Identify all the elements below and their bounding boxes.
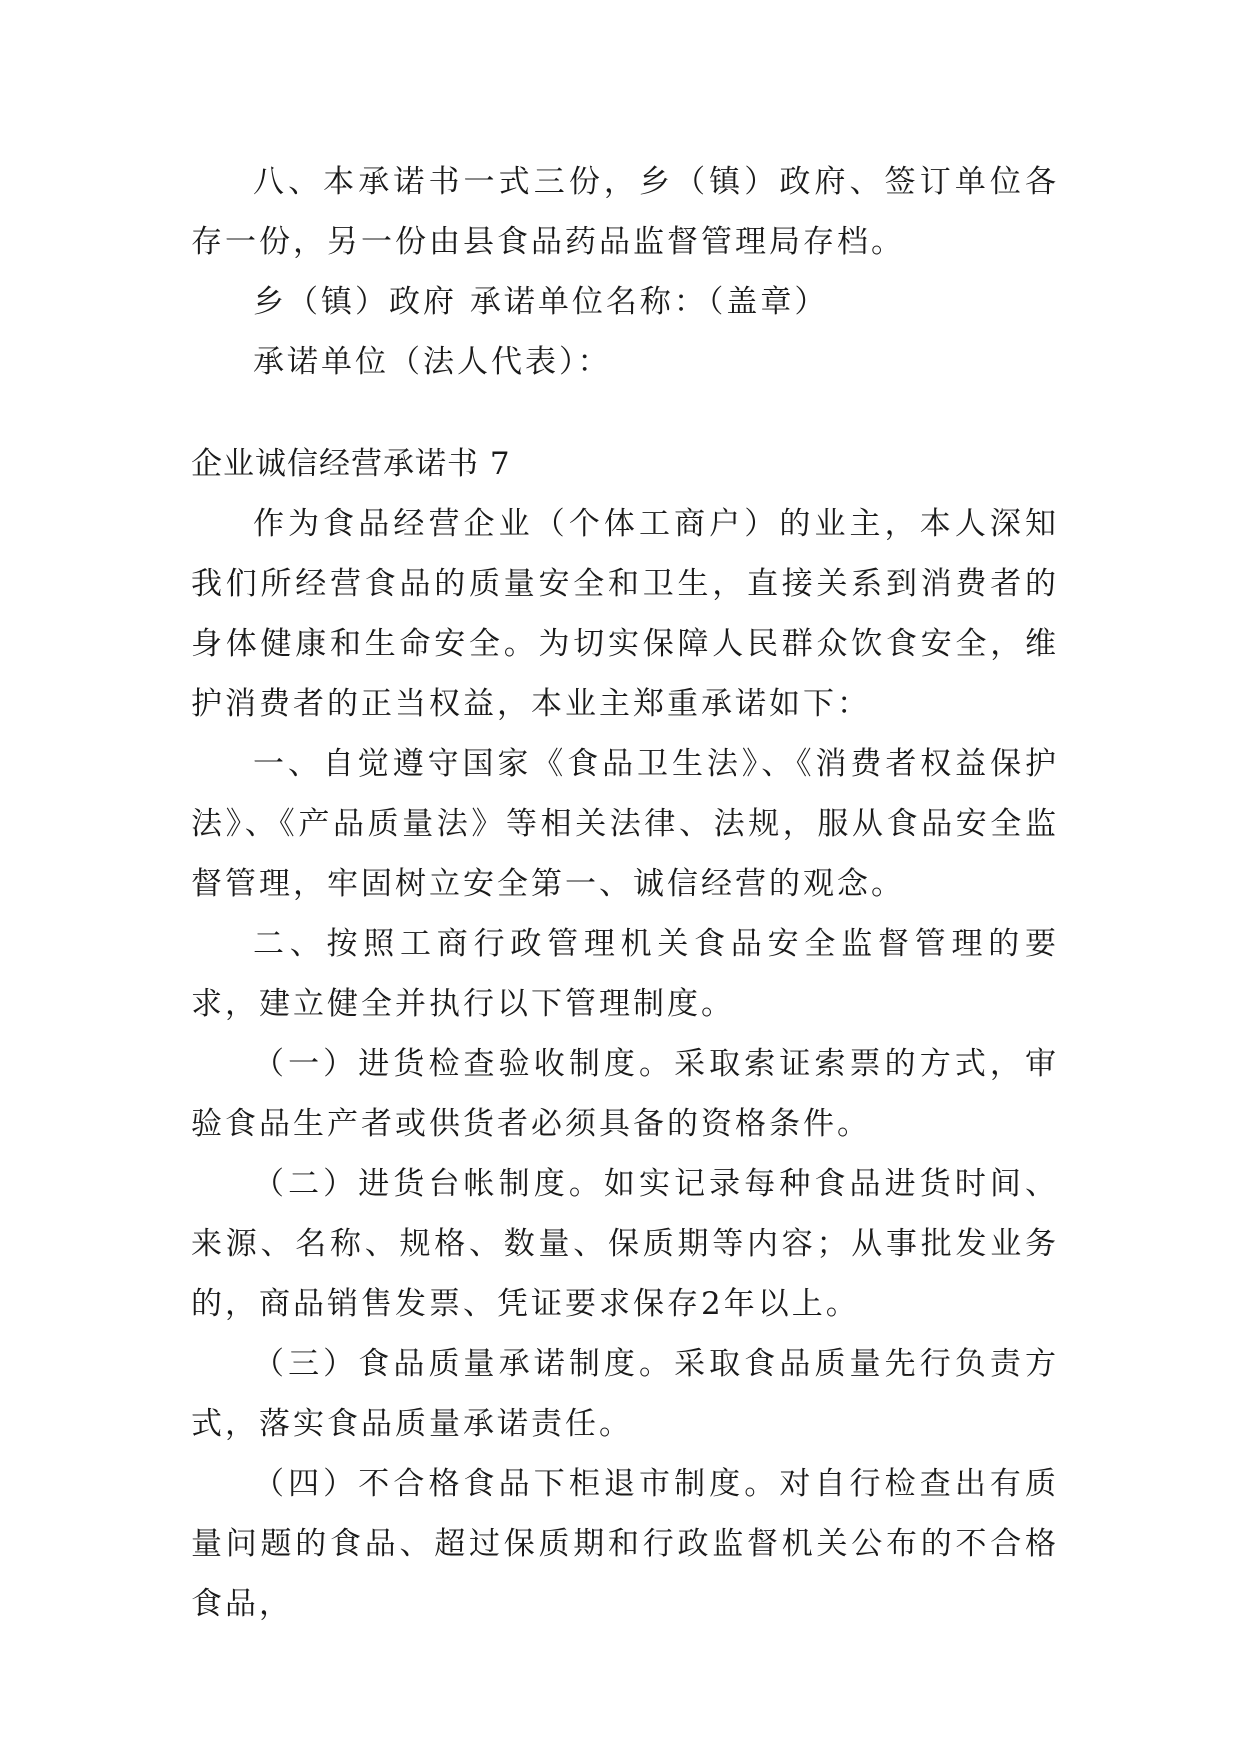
sub-clause-two: （二）进货台帐制度。如实记录每种食品进货时间、来源、名称、规格、数量、保质期等内容；从事批发业务的，商品销售发票、凭证要求保存2年以上。 — [191, 1166, 1059, 1322]
sub-clause-one: （一）进货检查验收制度。采取索证索票的方式，审验食品生产者或供货者必须具备的资格条件。 — [191, 1046, 1059, 1142]
document-body — [191, 152, 1059, 1634]
document-title: 企业诚信经营承诺书 7 — [191, 446, 511, 482]
clause-one: 一、自觉遵守国家《食品卫生法》、《消费者权益保护法》、《产品质量法》等相关法律、法规，服从食品安全监督管理，牢固树立安全第一、诚信经营的观念。 — [191, 746, 1059, 902]
section-gap — [191, 392, 1059, 434]
signature-line-government: 乡（镇）政府 承诺单位名称：（盖章） — [253, 284, 829, 320]
signature-line-legal-rep: 承诺单位（法人代表）： — [253, 344, 612, 380]
sub-clause-three: （三）食品质量承诺制度。采取食品质量先行负责方式，落实食品质量承诺责任。 — [191, 1346, 1059, 1442]
clause-two: 二、按照工商行政管理机关食品安全监督管理的要求，建立健全并执行以下管理制度。 — [191, 926, 1059, 1022]
sub-clause-four: （四）不合格食品下柜退市制度。对自行检查出有质量问题的食品、超过保质期和行政监督机关公布的不合格食品， — [191, 1466, 1059, 1622]
clause-eight: 八、本承诺书一式三份，乡（镇）政府、签订单位各存一份，另一份由县食品药品监督管理局存档。 — [191, 164, 1059, 260]
intro-paragraph: 作为食品经营企业（个体工商户）的业主，本人深知我们所经营食品的质量安全和卫生，直接关系到消费者的身体健康和生命安全。为切实保障人民群众饮食安全，维护消费者的正当权益，本业主郑重承诺如下： — [191, 506, 1059, 722]
